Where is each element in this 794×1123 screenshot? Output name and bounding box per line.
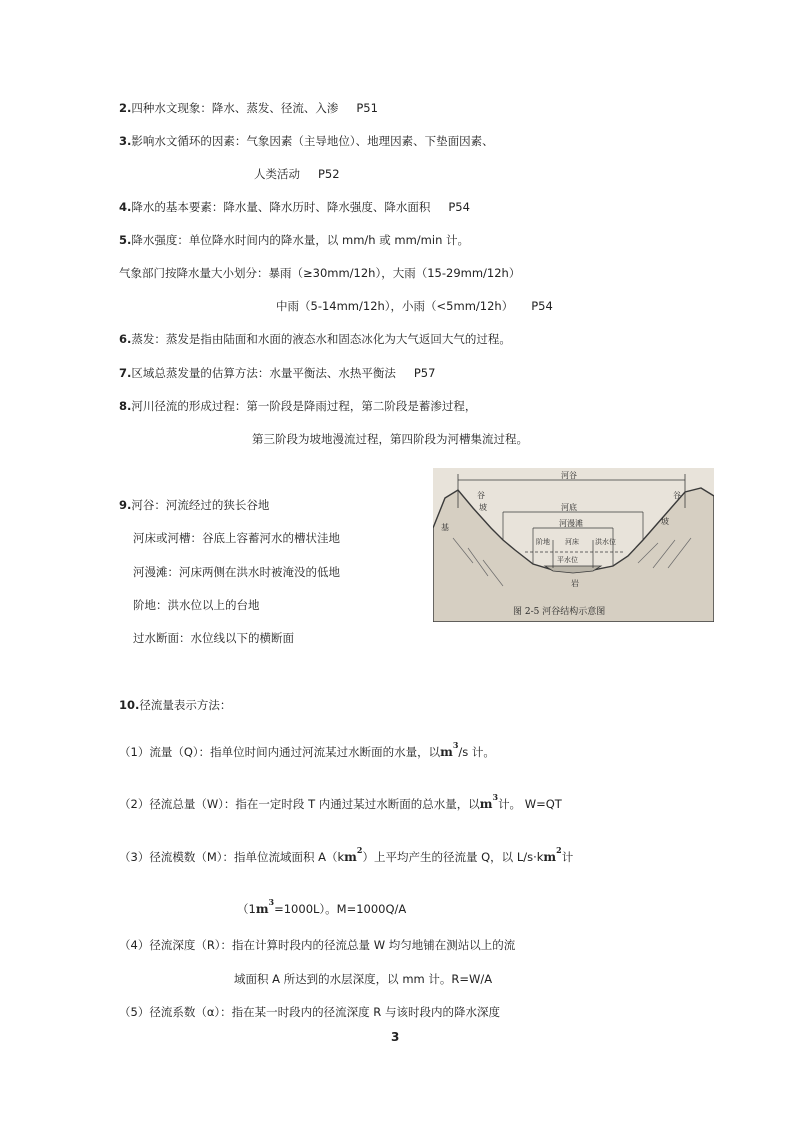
page-ref: P54 <box>448 200 470 214</box>
label-base: 基 <box>441 523 449 532</box>
unit-cubic-meter: $m^3$ <box>479 792 499 811</box>
label-rock: 岩 <box>571 579 579 588</box>
item-4 <box>119 199 470 215</box>
item-text: （3）径流模数（M）：指单位流域面积 A（k <box>119 850 345 864</box>
item-text: （1）流量（Q）：指单位时间内通过河流某过水断面的水量，以 <box>119 745 441 759</box>
item-text: 气象部门按降水量大小划分：暴雨（≥30mm/12h），大雨（15-29mm/12h） <box>119 266 521 280</box>
item-text: （5）径流系数（α）：指在某一时段内的径流深度 R 与该时段内的降水深度 <box>119 1005 500 1019</box>
item-text: 径流量表示方法： <box>139 698 232 712</box>
item-3-continued <box>254 166 340 182</box>
item-8 <box>119 398 476 414</box>
item-text: 域面积 A 所达到的水层深度，以 mm 计。R=W/A <box>234 972 493 986</box>
definition-floodplain <box>133 564 340 580</box>
page-ref: P52 <box>318 167 340 181</box>
valley-structure-figure <box>433 468 714 622</box>
item-number: 9. <box>119 498 132 512</box>
item-text: 第三阶段为坡地漫流过程，第四阶段为河槽集流过程。 <box>252 432 528 446</box>
item-number: 2. <box>119 101 132 115</box>
label-bed: 河底 <box>561 503 577 512</box>
item-text: 中雨（5-14mm/12h），小雨（<5mm/12h） <box>276 299 514 313</box>
item-number: 6. <box>119 332 132 346</box>
label-flood-level: 洪水位 <box>595 538 616 546</box>
unit-cubic-meter: $m^3$ <box>440 740 459 759</box>
item-text: =1000L）。M=1000Q/A <box>274 902 407 916</box>
runoff-depth-continued <box>234 971 492 987</box>
item-7 <box>119 365 435 381</box>
rain-classification-continued <box>276 298 553 314</box>
unit-square-meter: $m^2$ <box>543 845 562 864</box>
item-text: ）上平均产生的径流量 Q，以 L/s·k <box>362 850 544 864</box>
item-text: 影响水文循环的因素：气象因素（主导地位）、地理因素、下垫面因素、 <box>131 134 494 148</box>
page-ref: P51 <box>356 101 378 115</box>
definition-terrace <box>133 597 260 613</box>
runoff-depth <box>119 937 515 953</box>
item-text: 河川径流的形成过程：第一阶段是降雨过程，第二阶段是蓄渗过程， <box>131 399 477 413</box>
item-number: 5. <box>119 233 132 247</box>
figure-caption: 图 2-5 河谷结构示意图 <box>513 607 606 617</box>
page-ref: P57 <box>413 366 436 380</box>
unit-square-meter: $m^2$ <box>344 845 363 864</box>
item-8-continued <box>252 431 528 447</box>
item-9 <box>119 497 269 513</box>
item-text: 计 <box>561 850 574 864</box>
runoff-coefficient <box>119 1004 500 1020</box>
item-5 <box>119 232 469 248</box>
item-10 <box>119 697 231 713</box>
item-text: 河谷：河流经过的狭长谷地 <box>131 498 270 512</box>
item-text: 降水的基本要素：降水量、降水历时、降水强度、降水面积 <box>131 200 431 214</box>
label-valley: 河谷 <box>561 471 577 480</box>
runoff-flow <box>119 740 495 760</box>
label-slope-left: 坡 <box>479 503 487 512</box>
item-text: （4）径流深度（R）：指在计算时段内的径流总量 W 均匀地铺在测站以上的流 <box>119 938 516 952</box>
item-text: 计。 W=QT <box>498 797 562 811</box>
item-text: （2）径流总量（W）：指在一定时段 T 内通过某过水断面的总水量，以 <box>119 797 480 811</box>
label-terrace: 阶地 <box>536 538 550 546</box>
item-text: /s 计。 <box>458 745 495 759</box>
page-ref: P54 <box>531 299 553 313</box>
label-floodplain: 河漫滩 <box>559 519 583 528</box>
valley-diagram <box>433 468 714 622</box>
item-text: 河漫滩：河床两侧在洪水时被淹没的低地 <box>133 565 340 579</box>
item-text: 蒸发：蒸发是指由陆面和水面的液态水和固态冰化为大气返回大气的过程。 <box>131 332 511 346</box>
item-text: 河床或河槽：谷底上容蓄河水的槽状洼地 <box>133 531 340 545</box>
label-channel: 河床 <box>565 538 579 546</box>
label-valley-left: 谷 <box>477 491 485 500</box>
item-6 <box>119 331 511 347</box>
item-number: 3. <box>119 134 132 148</box>
page-number: 3 <box>391 1030 400 1044</box>
definition-cross-section <box>133 630 294 646</box>
item-text: 过水断面：水位线以下的横断面 <box>133 631 294 645</box>
label-slope-right: 坡 <box>661 517 669 526</box>
item-number: 10. <box>119 698 140 712</box>
definition-channel <box>133 530 340 546</box>
item-text: 阶地：洪水位以上的台地 <box>133 598 260 612</box>
item-text: 降水强度：单位降水时间内的降水量，以 mm/h 或 mm/min 计。 <box>131 233 470 247</box>
runoff-modulus-continued <box>237 897 406 917</box>
item-number: 7. <box>119 366 132 380</box>
label-valley-right: 谷 <box>673 491 681 500</box>
item-number: 4. <box>119 200 132 214</box>
item-text: 人类活动 <box>254 167 300 181</box>
runoff-total <box>119 792 562 812</box>
item-text: （1 <box>237 902 256 916</box>
item-3 <box>119 133 494 149</box>
unit-cubic-meter: $m^3$ <box>255 897 275 916</box>
rain-classification <box>119 265 520 281</box>
item-2 <box>119 100 378 116</box>
runoff-modulus <box>119 845 573 865</box>
label-low-level: 平水位 <box>557 556 578 564</box>
item-text: 四种水文现象：降水、蒸发、径流、入渗 <box>131 101 339 115</box>
item-text: 区域总蒸发量的估算方法：水量平衡法、水热平衡法 <box>131 366 396 380</box>
item-number: 8. <box>119 399 132 413</box>
